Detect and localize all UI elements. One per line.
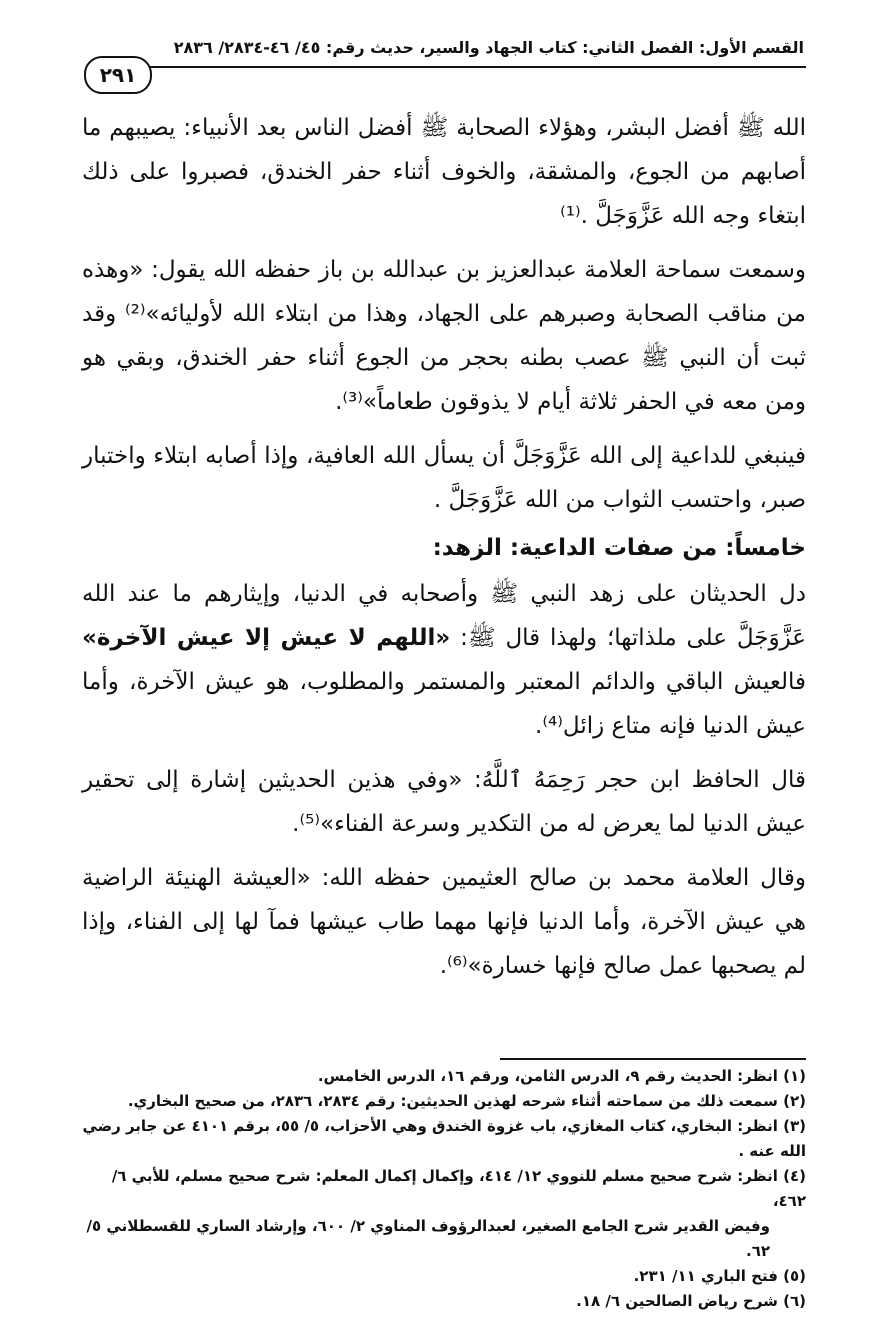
paragraph-1: الله ﷺ أفضل البشر، وهؤلاء الصحابة ﷺ أفضل الناس بعد الأنبياء: يصيبهم ما أصابهم من الجوع، والمشقة، والخوف أثناء حفر الخندق، فصبروا على ذلك ابتغاء وجه الله عَزَّوَجَلَّ .⁽¹⁾ xyxy=(82,115,806,229)
page-number: ٢٩١ xyxy=(84,56,152,94)
footnotes xyxy=(82,1064,806,1314)
footnote-4-continued: وفيض القدير شرح الجامع الصغير، لعبدالرؤوف المناوي ٢/ ٦٠٠، وإرشاد الساري للقسطلاني ٥/ ٦٢. xyxy=(86,1217,770,1260)
footnote-6: (٦) شرح رياض الصالحين ٦/ ١٨. xyxy=(576,1292,806,1310)
paragraph-2: وسمعت سماحة العلامة عبدالعزيز بن عبدالله بن باز حفظه الله يقول: «وهذه من مناقب الصحابة وصبرهم على الجهاد، وهذا من ابتلاء الله لأوليائه»⁽²⁾ وقد ثبت أن النبي ﷺ عصب بطنه بحجر من الجوع أثناء حفر الخندق، وبقي هو ومن معه في الحفر ثلاثة أيام لا يذوقون طعاماً»⁽³⁾. xyxy=(82,257,806,415)
paragraph-4-part-2: فالعيش الباقي والدائم المعتبر والمستمر والمطلوب، هو عيش الآخرة، وأما عيش الدنيا فإنه متاع زائل⁽⁴⁾. xyxy=(82,669,806,739)
footnote-2: (٢) سمعت ذلك من سماحته أثناء شرحه لهذين الحديثين: رقم ٢٨٣٤، ٢٨٣٦، من صحيح البخاري. xyxy=(127,1092,806,1110)
paragraph-3: فينبغي للداعية إلى الله عَزَّوَجَلَّ أن يسأل الله العافية، وإذا أصابه ابتلاء واختبار صبر، واحتسب الثواب من الله عَزَّوَجَلَّ . xyxy=(82,443,806,513)
footnote-5: (٥) فتح الباري ١١/ ٢٣١. xyxy=(633,1267,806,1285)
main-text xyxy=(82,106,806,988)
footnote-1: (١) انظر: الحديث رقم ٩، الدرس الثامن، ورقم ١٦، الدرس الخامس. xyxy=(317,1067,806,1085)
footnote-4: (٤) انظر: شرح صحيح مسلم للنووي ١٢/ ٤١٤، وإكمال إكمال المعلم: شرح صحيح مسلم، للأبي ٦/ ٤٦٢، xyxy=(111,1167,806,1210)
footnote-3: (٣) انظر: البخاري، كتاب المغازي، باب غزوة الخندق وهي الأحزاب، ٥/ ٥٥، برقم ٤١٠١ عن جابر رضي الله عنه . xyxy=(82,1117,806,1160)
paragraph-4 xyxy=(82,572,806,748)
footnote-rule xyxy=(500,1058,806,1060)
paragraph-6: وقال العلامة محمد بن صالح العثيمين حفظه الله: «العيشة الهنيئة الراضية هي عيش الآخرة، وأما الدنيا فإنها مهما طاب عيشها فمآ لها إلى الفناء، وإذا لم يصحبها عمل صالح فإنها خسارة»⁽⁶⁾. xyxy=(82,865,806,979)
running-header: القسم الأول: الفصل الثاني: كتاب الجهاد والسير، حديث رقم: ٤٥/ ٤٦-٢٨٣٤/ ٢٨٣٦ xyxy=(173,38,804,57)
section-heading: خامساً: من صفات الداعية: الزهد: xyxy=(432,535,806,561)
hadith-quote: «اللهم لا عيش إلا عيش الآخرة» xyxy=(82,625,451,651)
paragraph-5: قال الحافظ ابن حجر رَحِمَهُ ٱللَّهُ: «وفي هذين الحديثين إشارة إلى تحقير عيش الدنيا لما يعرض له من التكدير وسرعة الفناء»⁽⁵⁾. xyxy=(82,767,806,837)
header-rule xyxy=(150,66,806,68)
paragraph-4-part-1: دل الحديثان على زهد النبي ﷺ وأصحابه في الدنيا، وإيثارهم ما عند الله عَزَّوَجَلَّ على ملذاتها؛ ولهذا قال ﷺ: xyxy=(82,581,806,651)
